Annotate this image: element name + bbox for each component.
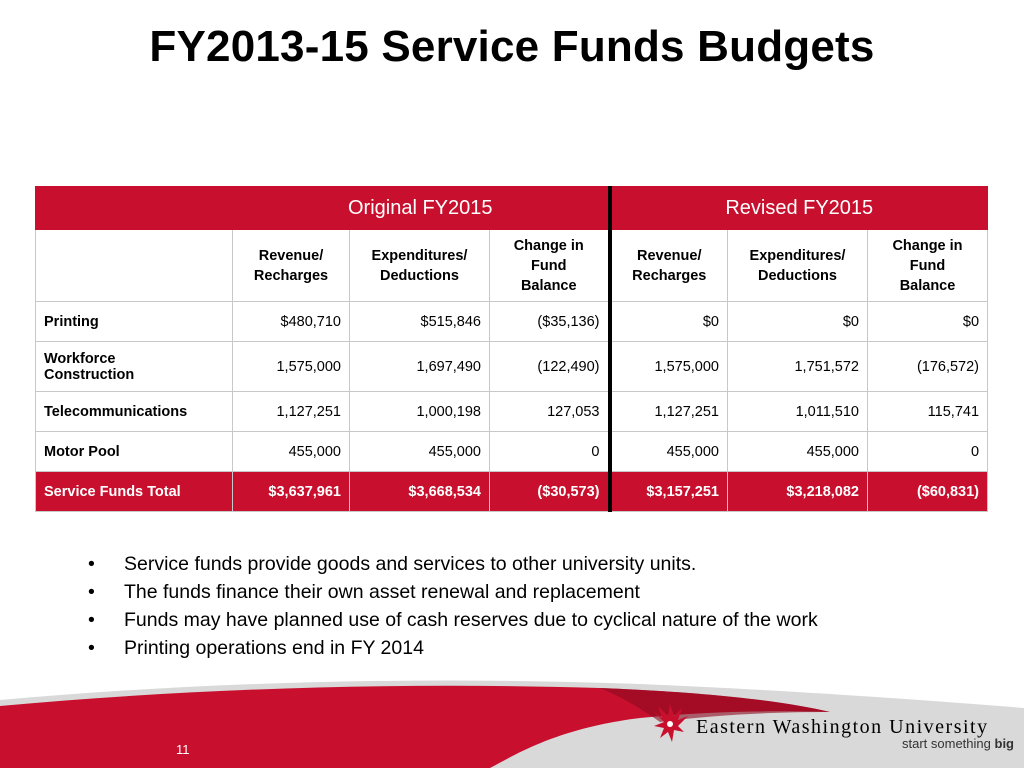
table-group-header-row (36, 187, 988, 230)
total-value: ($30,573) (490, 472, 610, 512)
header-revenue-original: Revenue/ Recharges (233, 230, 350, 302)
table-row (36, 392, 988, 432)
bullet-item: • Printing operations end in FY 2014 (88, 634, 818, 662)
cell-value: 0 (490, 432, 610, 472)
cell-value: $0 (868, 302, 988, 342)
header-revenue-revised: Revenue/ Recharges (610, 230, 728, 302)
bullet-marker: • (88, 553, 95, 575)
bullet-item: • Service funds provide goods and services to other university units. (88, 550, 818, 578)
table-total-row (36, 472, 988, 512)
cell-value: 1,127,251 (610, 392, 728, 432)
cell-value: 1,575,000 (233, 342, 350, 392)
budget-table (35, 186, 988, 512)
bullet-marker: • (88, 637, 95, 659)
university-name: Eastern Washington University (696, 716, 989, 738)
cell-value: (122,490) (490, 342, 610, 392)
eagle-logo-icon (648, 702, 692, 746)
cell-value: 1,575,000 (610, 342, 728, 392)
bullet-item: • Funds may have planned use of cash reserves due to cyclical nature of the work (88, 606, 818, 634)
cell-value: 1,751,572 (728, 342, 868, 392)
corner-cell (36, 187, 233, 230)
total-value: $3,637,961 (233, 472, 350, 512)
cell-value: $480,710 (233, 302, 350, 342)
cell-value: $515,846 (350, 302, 490, 342)
cell-value: (176,572) (868, 342, 988, 392)
page-number: 11 (176, 742, 190, 757)
total-value: $3,157,251 (610, 472, 728, 512)
slide-title: FY2013-15 Service Funds Budgets (149, 22, 875, 71)
total-label: Service Funds Total (36, 472, 233, 512)
row-label: Motor Pool (36, 432, 233, 472)
cell-value: 455,000 (233, 432, 350, 472)
cell-value: 1,127,251 (233, 392, 350, 432)
table-row (36, 342, 988, 392)
cell-value: 115,741 (868, 392, 988, 432)
header-change-revised: Change in Fund Balance (868, 230, 988, 302)
group-header-revised: Revised FY2015 (610, 187, 988, 230)
group-header-original: Original FY2015 (233, 187, 610, 230)
cell-value: 455,000 (728, 432, 868, 472)
header-expenditures-revised: Expenditures/ Deductions (728, 230, 868, 302)
total-value: $3,218,082 (728, 472, 868, 512)
bullet-marker: • (88, 581, 95, 603)
cell-value: 0 (868, 432, 988, 472)
table-row (36, 302, 988, 342)
table-subheader-row (36, 230, 988, 302)
cell-value: $0 (728, 302, 868, 342)
header-change-original: Change in Fund Balance (490, 230, 610, 302)
total-value: ($60,831) (868, 472, 988, 512)
cell-value: ($35,136) (490, 302, 610, 342)
row-label: Workforce Construction (36, 342, 233, 392)
cell-value: 1,000,198 (350, 392, 490, 432)
cell-value: 1,697,490 (350, 342, 490, 392)
cell-value: $0 (610, 302, 728, 342)
row-label: Telecommunications (36, 392, 233, 432)
row-label: Printing (36, 302, 233, 342)
total-value: $3,668,534 (350, 472, 490, 512)
cell-value: 1,011,510 (728, 392, 868, 432)
cell-value: 455,000 (350, 432, 490, 472)
header-expenditures-original: Expenditures/ Deductions (350, 230, 490, 302)
table-row (36, 432, 988, 472)
cell-value: 455,000 (610, 432, 728, 472)
cell-value: 127,053 (490, 392, 610, 432)
blank-header-cell (36, 230, 233, 302)
bullet-list (88, 550, 818, 662)
tagline: start something big (902, 736, 1014, 751)
bullet-marker: • (88, 609, 95, 631)
bullet-item: • The funds finance their own asset renewal and replacement (88, 578, 818, 606)
